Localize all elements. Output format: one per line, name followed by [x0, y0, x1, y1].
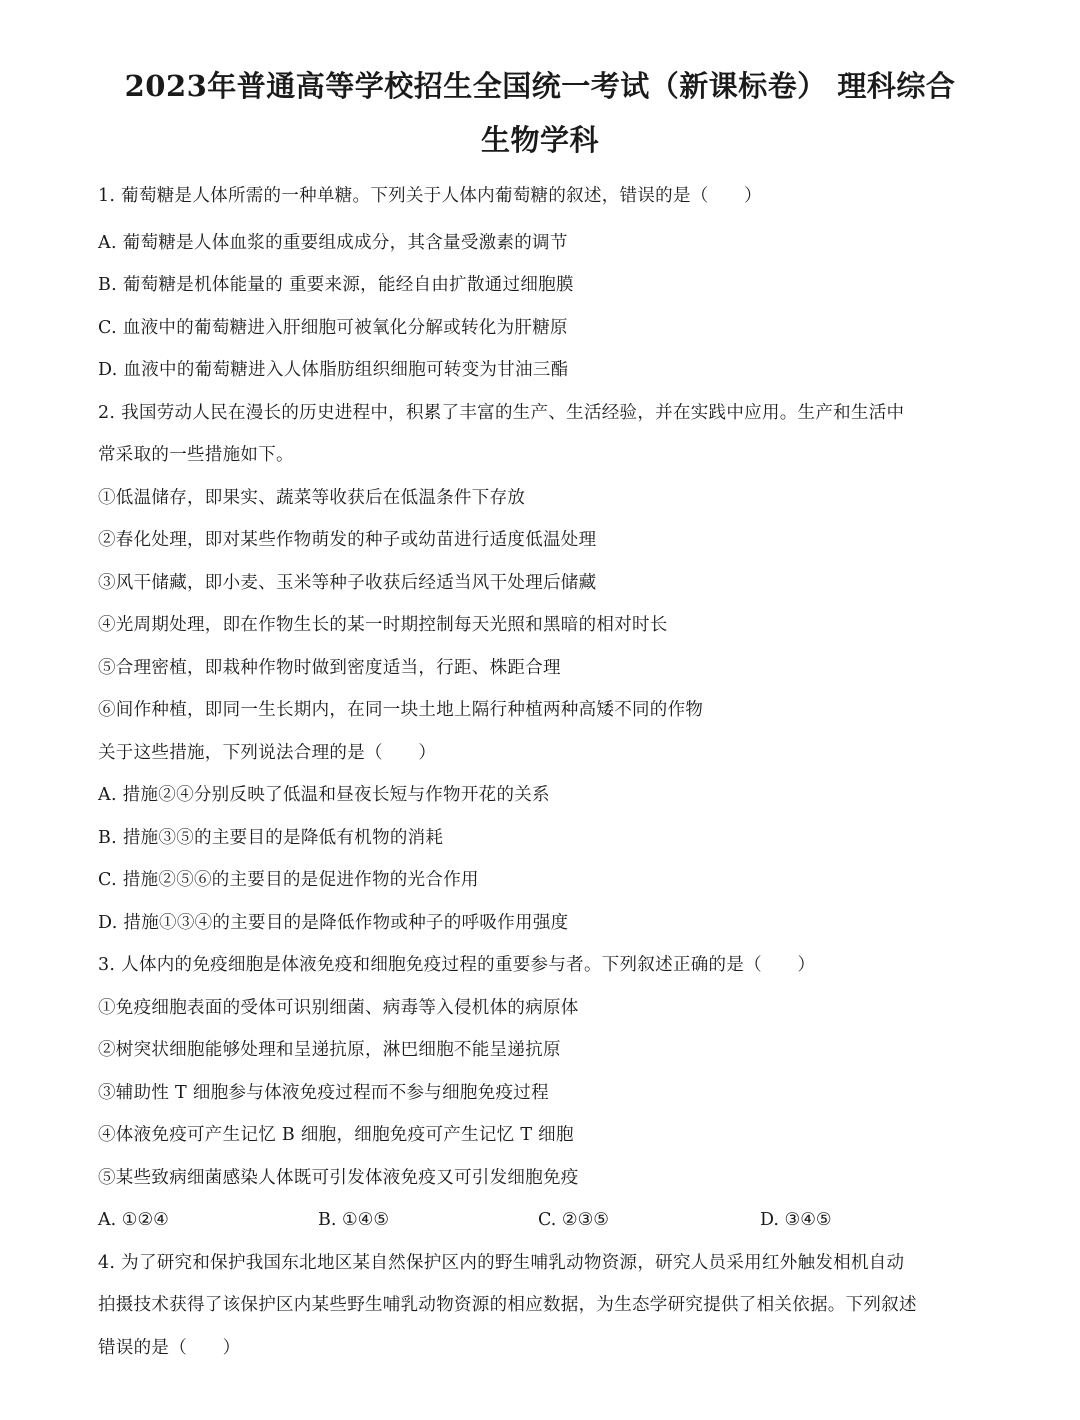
question-1-option-a: A. 葡萄糖是人体血浆的重要组成成分，其含量受激素的调节 — [98, 233, 568, 253]
question-3-item-1: ①免疫细胞表面的受体可识别细菌、病毒等入侵机体的病原体 — [98, 998, 579, 1018]
question-1-option-d: D. 血液中的葡萄糖进入人体脂肪组织细胞可转变为甘油三酯 — [98, 360, 569, 380]
question-1-stem: 1. 葡萄糖是人体所需的一种单糖。下列关于人体内葡萄糖的叙述，错误的是（ ） — [98, 186, 762, 206]
question-4-stem-line-2: 拍摄技术获得了该保护区内某些野生哺乳动物资源的相应数据，为生态学研究提供了相关依据。下列叙述 — [98, 1295, 917, 1315]
question-3-option-c: C. ②③⑤ — [538, 1210, 609, 1230]
question-4-stem-line-1: 4. 为了研究和保护我国东北地区某自然保护区内的野生哺乳动物资源，研究人员采用红外触发相机自动 — [98, 1253, 905, 1273]
question-2-item-3: ③风干储藏，即小麦、玉米等种子收获后经适当风干处理后储藏 — [98, 573, 597, 593]
question-2-item-6: ⑥间作种植，即同一生长期内，在同一块土地上隔行种植两种高矮不同的作物 — [98, 700, 704, 720]
question-2-question: 关于这些措施，下列说法合理的是（ ） — [98, 743, 437, 763]
page-title: 2023年普通高等学校招生全国统一考试（新课标卷） 理科综合 — [124, 69, 956, 103]
question-3-item-4: ④体液免疫可产生记忆 B 细胞，细胞免疫可产生记忆 T 细胞 — [98, 1125, 574, 1145]
question-1-option-b: B. 葡萄糖是机体能量的 重要来源，能经自由扩散通过细胞膜 — [98, 275, 574, 295]
page-subtitle: 生物学科 — [480, 123, 599, 157]
question-2-option-a: A. 措施②④分别反映了低温和昼夜长短与作物开花的关系 — [98, 785, 550, 805]
question-2-item-1: ①低温储存，即果实、蔬菜等收获后在低温条件下存放 — [98, 488, 526, 508]
question-2-stem-line-1: 2. 我国劳动人民在漫长的历史进程中，积累了丰富的生产、生活经验，并在实践中应用。生产和生活中 — [98, 403, 905, 423]
question-3-stem: 3. 人体内的免疫细胞是体液免疫和细胞免疫过程的重要参与者。下列叙述正确的是（ ） — [98, 955, 816, 975]
question-4-stem-line-3: 错误的是（ ） — [98, 1338, 241, 1358]
question-3-item-3: ③辅助性 T 细胞参与体液免疫过程而不参与细胞免疫过程 — [98, 1083, 549, 1103]
question-3-option-a: A. ①②④ — [98, 1210, 169, 1230]
question-2-option-c: C. 措施②⑤⑥的主要目的是促进作物的光合作用 — [98, 870, 479, 890]
question-2-option-b: B. 措施③⑤的主要目的是降低有机物的消耗 — [98, 828, 444, 848]
question-1-option-c: C. 血液中的葡萄糖进入肝细胞可被氧化分解或转化为肝糖原 — [98, 318, 568, 338]
question-3-option-d: D. ③④⑤ — [760, 1210, 832, 1230]
question-3-item-2: ②树突状细胞能够处理和呈递抗原，淋巴细胞不能呈递抗原 — [98, 1040, 561, 1060]
question-2-option-d: D. 措施①③④的主要目的是降低作物或种子的呼吸作用强度 — [98, 913, 569, 933]
question-3-option-b: B. ①④⑤ — [318, 1210, 390, 1230]
question-2-stem-line-2: 常采取的一些措施如下。 — [98, 445, 294, 465]
question-2-item-2: ②春化处理，即对某些作物萌发的种子或幼苗进行适度低温处理 — [98, 530, 597, 550]
question-2-item-5: ⑤合理密植，即栽种作物时做到密度适当，行距、株距合理 — [98, 658, 561, 678]
question-3-item-5: ⑤某些致病细菌感染人体既可引发体液免疫又可引发细胞免疫 — [98, 1168, 579, 1188]
question-2-item-4: ④光周期处理，即在作物生长的某一时期控制每天光照和黑暗的相对时长 — [98, 615, 668, 635]
